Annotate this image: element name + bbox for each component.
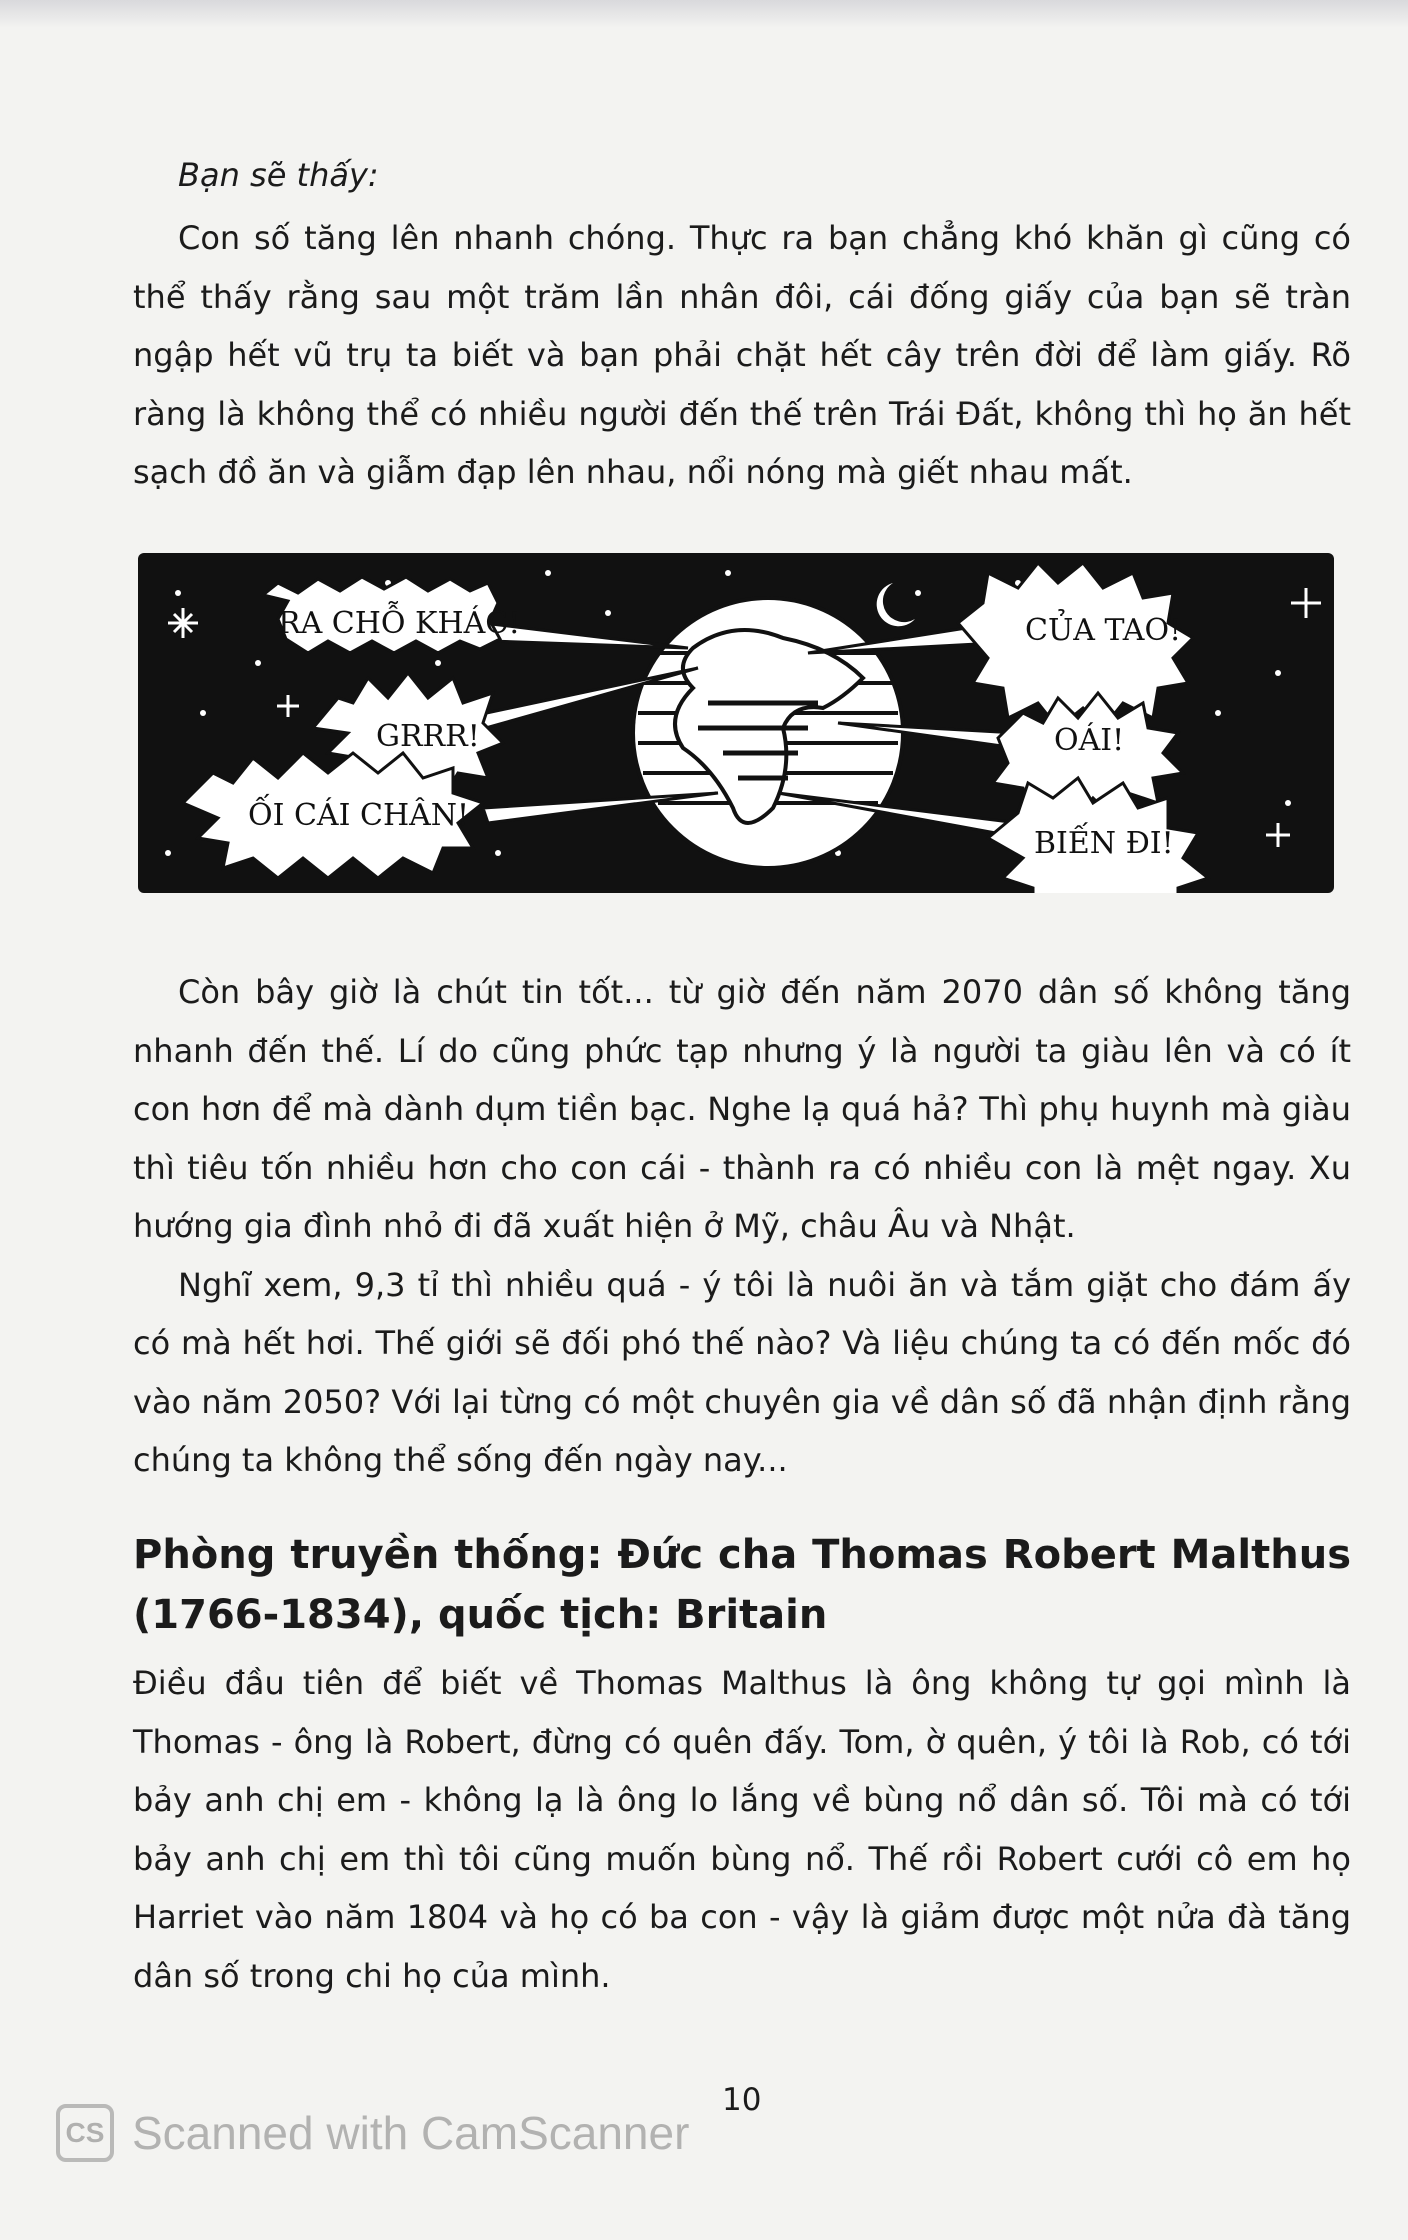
bubble-text-cua-tao: CỦA TAO! [1025, 613, 1182, 648]
page-number: 10 [722, 2082, 762, 2118]
globe [633, 598, 903, 868]
section-heading: Phòng truyền thống: Đức cha Thomas Robert Malthus (1766-1834), quốc tịch: Britain [133, 1532, 1351, 1638]
intro-paragraph: Con số tăng lên nhanh chóng. Thực ra bạn chẳng khó khăn gì cũng có thể thấy rằng sau một trăm lần nhân đôi, cái đống giấy của bạn sẽ tràn ngập hết vũ trụ ta biết và bạn phải chặt hết cây trên đời để làm giấy. Rõ ràng là không thể có nhiều người đến thế trên Trái Đất, không thì họ ăn hết sạch đồ ăn và giẫm đạp lên nhau, nổi nóng mà giết nhau mất. [133, 219, 1351, 491]
body-paragraph-2: Nghĩ xem, 9,3 tỉ thì nhiều quá - ý tôi là nuôi ăn và tắm giặt cho đám ấy có mà hết hơi. Thế giới sẽ đối phó thế nào? Và liệu chúng ta có đến mốc đó vào năm 2050? Với lại từng có một chuyên gia về dân số đã nhận định rằng chúng ta không thể sống đến ngày nay... [133, 1265, 1351, 1479]
camscanner-watermark [56, 2104, 689, 2162]
bubble-text-oai: OÁI! [1054, 723, 1125, 758]
bubble-text-grrr: GRRR! [376, 719, 480, 754]
scan-edge-shadow [0, 0, 1408, 28]
camscanner-logo-icon: CS [56, 2104, 114, 2162]
comic-illustration [138, 553, 1334, 893]
section-paragraph: Điều đầu tiên để biết về Thomas Malthus là ông không tự gọi mình là Thomas - ông là Robert, đừng có quên đấy. Tom, ờ quên, ý tôi là Rob, có tới bảy anh chị em - không lạ là ông lo lắng về bùng nổ dân số. Tôi mà có tới bảy anh chị em thì tôi cũng muốn bùng nổ. Thế rồi Robert cưới cô em họ Harriet vào năm 1804 và họ có ba con - vậy là giảm được một nửa đà tăng dân số trong chi họ của mình. [133, 1664, 1351, 1995]
watermark-text: Scanned with CamScanner [132, 2107, 690, 2159]
bubble-text-bien-di: BIẾN ĐI! [1034, 826, 1174, 861]
bubble-text-ra-cho-khac: RA CHỖ KHÁC! [278, 606, 521, 641]
body-block [133, 963, 1351, 1490]
body-paragraph-1: Còn bây giờ là chút tin tốt... từ giờ đến năm 2070 dân số không tăng nhanh đến thế. Lí do cũng phức tạp nhưng ý là người ta giàu lên và có ít con hơn để mà dành dụm tiền bạc. Nghe lạ quá hả? Thì phụ huynh mà giàu thì tiêu tốn nhiều hơn cho con cái - thành ra có nhiều con là mệt ngay. Xu hướng gia đình nhỏ đi đã xuất hiện ở Mỹ, châu Âu và Nhật. [133, 973, 1351, 1245]
bubble-text-oi-cai-chan: ỐI CÁI CHÂN! [248, 798, 470, 833]
intro-heading: Bạn sẽ thấy: [178, 156, 379, 194]
section-block [133, 1654, 1351, 2005]
intro-block [133, 209, 1351, 502]
